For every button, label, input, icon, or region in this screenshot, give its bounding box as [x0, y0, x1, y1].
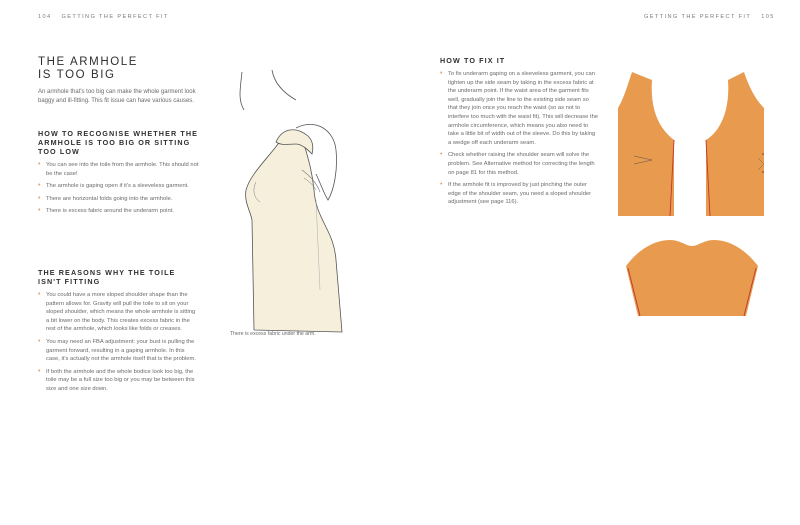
running-head-right-text: GETTING THE PERFECT FIT [644, 14, 752, 20]
list-item: • To fix underarm gaping on a sleeveless garment, you can tighten up the side seam by taking in the excess fabric at the underarm point. If the waist area of the garment fits well, gradually join the line to the existing side seam so that they join once you reach the waist (so as not to interfere too much with the waist fit). This will decrease the armhole circumference, which means you also need to take a little bit of width out of the sleeve. Do this by taking a wedge off each underarm seam. [440, 70, 600, 147]
list-item: • There is excess fabric around the underarm point. [38, 207, 200, 216]
neck-line [240, 72, 244, 110]
running-head-left-text: GETTING THE PERFECT FIT [61, 14, 169, 20]
section-reasons [38, 268, 208, 398]
list-item: • You can see into the toile from the armhole. This should not be the case! [38, 161, 200, 178]
page-title [38, 56, 138, 81]
running-head-left [38, 14, 169, 20]
list-item: • You could have a more sloped shoulder shape than the pattern allows for. Gravity will pull the toile to sit on your sloped shoulder, which means the whole armhole is sitting a bit lower on the body. This creates excess fabric in the rest of the armhole, which looks like folds or creases. [38, 291, 200, 334]
page-title-line1: THE ARMHOLE [38, 56, 139, 68]
list-item: • If both the armhole and the whole bodice look too big, the toile may be a full size too big or you may be between this size and one size down. [38, 368, 200, 394]
neck-back-line [272, 70, 296, 100]
fix-heading: HOW TO FIX IT [440, 56, 506, 65]
garment-body [246, 140, 342, 333]
running-head-right [644, 14, 775, 20]
list-item: • Check whether raising the shoulder seam will solve the problem. See Alternative method for correcting the length on page 81 for this method. [440, 151, 600, 177]
figure-caption: There is excess fabric under the arm. [230, 331, 316, 337]
list-item: • If the armhole fit is improved by just pinching the outer edge of the shoulder seam, you need a sloped shoulder adjustment (see page 116). [440, 181, 600, 207]
section1-list [38, 161, 200, 216]
section-fix [440, 56, 600, 211]
page-number-left: 104 [38, 14, 52, 20]
sleeve-piece [626, 240, 758, 316]
list-item: • The armhole is gaping open if it's a sleeveless garment. [38, 182, 200, 191]
pattern-pieces-diagram-icon [618, 68, 768, 318]
right-page [400, 0, 800, 525]
section2-heading: THE REASONS WHY THE TOILE ISN'T FITTING [38, 268, 176, 286]
section-recognise [38, 129, 208, 220]
page-title-line2: IS TOO BIG [38, 68, 116, 81]
fix-list [440, 70, 600, 207]
intro-text: An armhole that's too big can make the whole garment look baggy and ill-fitting. This fit issue can have various causes. [38, 89, 196, 104]
section1-heading: HOW TO RECOGNISE WHETHER THE ARMHOLE IS TOO BIG OR SITTING TOO LOW [38, 129, 199, 156]
back-bodice-piece [618, 72, 674, 216]
list-item: • There are horizontal folds going into the armhole. [38, 195, 200, 204]
list-item: • You may need an FBA adjustment: your bust is pulling the garment forward, resulting in a gaping armhole. In this case, it's actually not the armhole itself that is the problem. [38, 338, 200, 364]
page-number-right: 105 [761, 14, 775, 20]
dress-form-illustration-icon [216, 70, 366, 340]
front-bodice-piece [706, 72, 764, 216]
section2-list [38, 291, 200, 394]
